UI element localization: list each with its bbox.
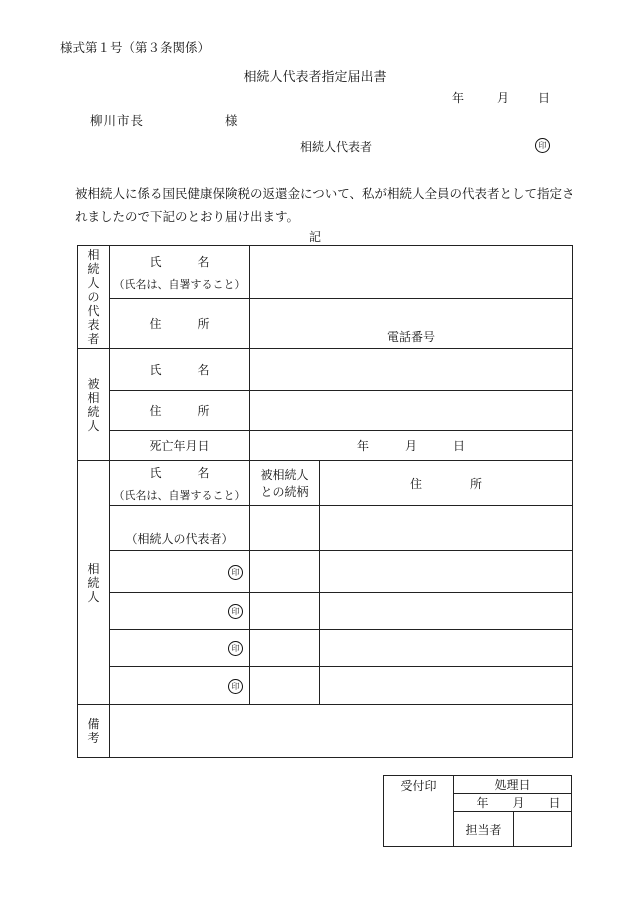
heir-row-representative (78, 506, 573, 551)
seal-mark: 印 (228, 679, 243, 694)
heirs-group-label: 相 続 人 (78, 461, 110, 705)
seal-mark: 印 (535, 138, 550, 153)
addressee: 柳川市長 (90, 113, 145, 128)
heir-row (78, 630, 573, 667)
receipt-label: 受付印 (400, 779, 437, 793)
heir-address-field[interactable] (320, 551, 573, 593)
honorific: 様 (225, 113, 238, 128)
heir-address-field[interactable] (320, 593, 573, 630)
ki-label: 記 (308, 230, 321, 244)
statement: 被相続人に係る国民健康保険税の返還金について、私が相続人全員の代表者として指定されましたので下記のとおり届け出ます。 (75, 186, 575, 224)
rep-address-label: 住 所 (110, 299, 250, 349)
processing-date-field[interactable]: 年 月 日 (454, 794, 572, 812)
heir-address-field[interactable] (320, 667, 573, 705)
seal-mark: 印 (228, 641, 243, 656)
heir-name-field[interactable] (110, 551, 250, 593)
relation-header: 被相続人 との続柄 (250, 461, 320, 506)
heir-address-field[interactable] (320, 506, 573, 551)
staff-label: 担当者 (454, 812, 514, 847)
heir-name-field[interactable] (110, 630, 250, 667)
form-number: 様式第１号（第３条関係） (60, 40, 211, 55)
death-date-label: 死亡年月日 (110, 431, 250, 461)
date-day-label: 日 (538, 91, 551, 105)
heir-relation-field[interactable] (250, 551, 320, 593)
document-title: 相続人代表者指定届出書 (243, 70, 387, 85)
phone-label: 電話番号 (386, 330, 435, 344)
heir-relation-field[interactable] (250, 593, 320, 630)
representative-label: 相続人代表者 (300, 140, 373, 154)
heir-address-field[interactable] (320, 630, 573, 667)
heirs-address-header: 住 所 (320, 461, 573, 506)
decedent-address-field[interactable] (250, 391, 573, 431)
staff-field[interactable] (514, 812, 572, 847)
remarks-field[interactable] (110, 705, 573, 758)
heirs-name-header: 氏 名 （氏名は、自署すること） (110, 461, 250, 506)
rep-note: （相続人の代表者） (125, 532, 234, 546)
heir-row (78, 667, 573, 705)
office-use-table (383, 775, 572, 847)
death-date-field[interactable]: 年 月 日 (250, 431, 573, 461)
remarks-label: 備 考 (78, 705, 110, 758)
rep-name-field[interactable] (250, 246, 573, 299)
heir-row (78, 593, 573, 630)
date-month-label: 月 (497, 91, 510, 105)
heir-relation-field[interactable] (250, 506, 320, 551)
heir-relation-field[interactable] (250, 630, 320, 667)
main-form-table (77, 245, 573, 758)
seal-mark: 印 (228, 565, 243, 580)
rep-address-field[interactable] (250, 299, 573, 349)
decedent-name-field[interactable] (250, 349, 573, 391)
decedent-group-label: 被 相 続 人 (78, 349, 110, 461)
processing-date-label: 処理日 (454, 776, 572, 794)
heir-rep-name-field[interactable] (110, 506, 250, 551)
heir-row (78, 551, 573, 593)
heir-name-field[interactable] (110, 593, 250, 630)
date-year-label: 年 (452, 91, 465, 105)
decedent-address-label: 住 所 (110, 391, 250, 431)
decedent-name-label: 氏 名 (110, 349, 250, 391)
heir-relation-field[interactable] (250, 667, 320, 705)
rep-name-label: 氏 名 （氏名は、自署すること） (110, 246, 250, 299)
receipt-stamp-area[interactable] (384, 776, 454, 847)
seal-mark: 印 (228, 604, 243, 619)
heir-name-field[interactable] (110, 667, 250, 705)
rep-group-label: 相 続 人 の 代 表 者 (78, 246, 110, 349)
